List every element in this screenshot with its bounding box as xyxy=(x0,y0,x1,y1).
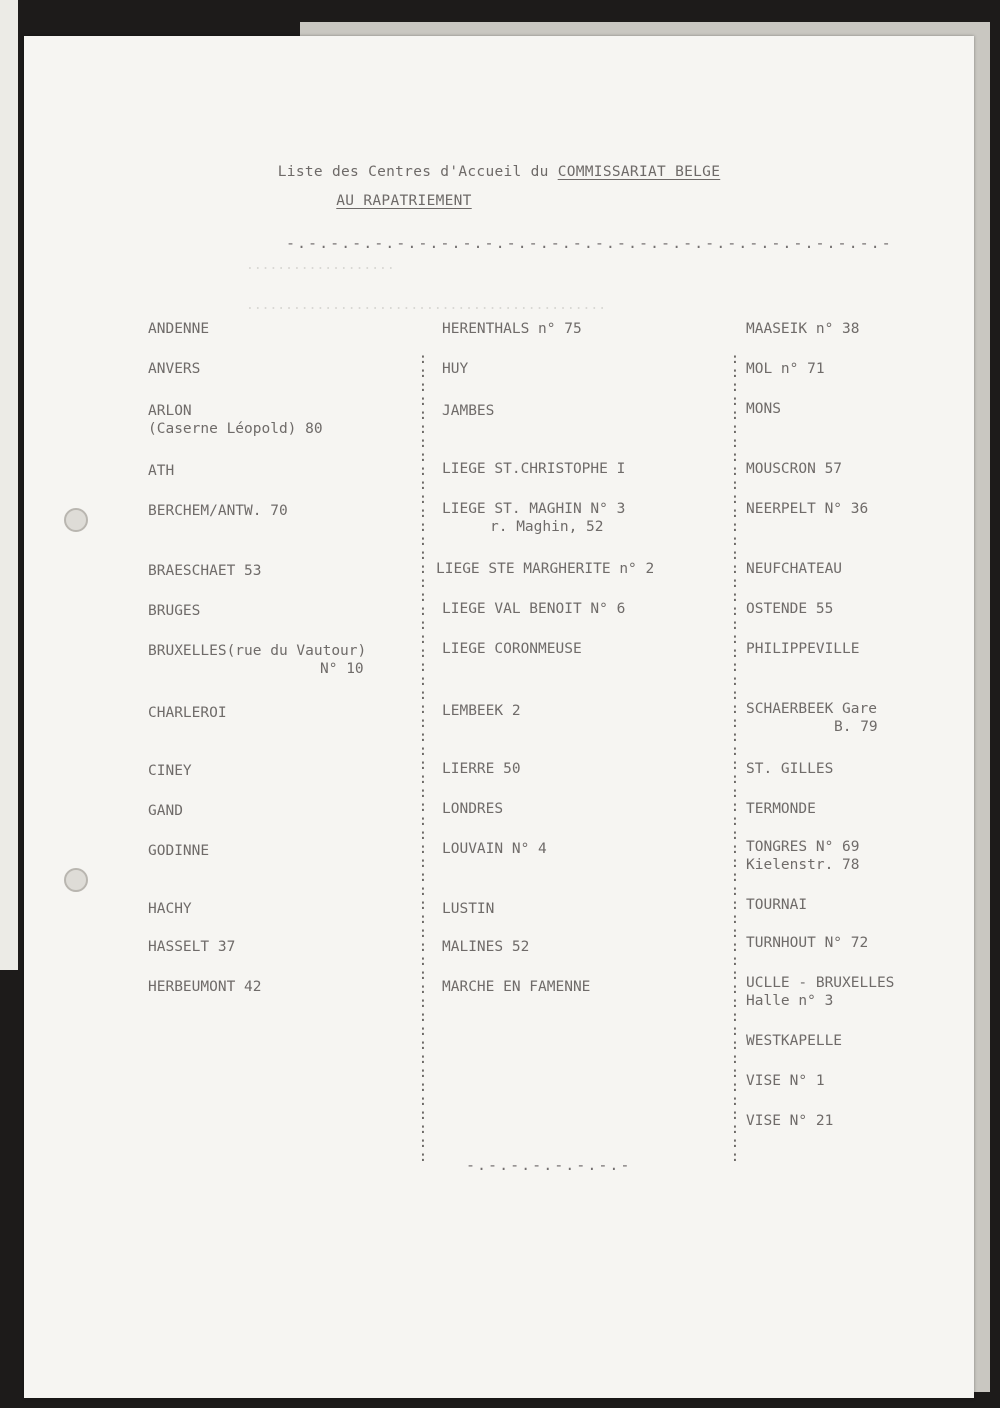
center-entry: JAMBES xyxy=(442,403,495,419)
center-entry: MONS xyxy=(746,401,781,417)
center-entry: TURNHOUT N° 72 xyxy=(746,935,869,951)
center-entry: GODINNE xyxy=(148,843,210,859)
center-entry: PHILIPPEVILLE xyxy=(746,641,860,657)
center-entry: ARLON (Caserne Léopold) 80 xyxy=(148,403,323,437)
center-entry: LIEGE VAL BENOIT N° 6 xyxy=(442,601,626,617)
center-entry: HERENTHALS n° 75 xyxy=(442,321,582,337)
center-entry: VISE N° 21 xyxy=(746,1113,834,1129)
center-entry: LOUVAIN N° 4 xyxy=(442,841,547,857)
center-entry: UCLLE - BRUXELLES Halle n° 3 xyxy=(746,975,895,1009)
center-entry: CINEY xyxy=(148,763,192,779)
center-entry: WESTKAPELLE xyxy=(746,1033,843,1049)
center-entry: HERBEUMONT 42 xyxy=(148,979,262,995)
center-entry: CHARLEROI xyxy=(148,705,227,721)
punch-hole-bottom xyxy=(64,868,88,892)
center-entry: OSTENDE 55 xyxy=(746,601,834,617)
center-entry: BRUXELLES(rue du Vautour) N° 10 xyxy=(148,643,367,677)
divider-top: -.-.-.-.-.-.-.-.-.-.-.-.-.-.-.-.-.-.-.-.-.-.-.-.-.-.-.- xyxy=(286,234,893,252)
center-entry: LIEGE ST.CHRISTOPHE I xyxy=(442,461,626,477)
center-entry: MARCHE EN FAMENNE xyxy=(442,979,591,995)
center-entry: BERCHEM/ANTW. 70 xyxy=(148,503,288,519)
center-entry: VISE N° 1 xyxy=(746,1073,825,1089)
center-entry: MOUSCRON 57 xyxy=(746,461,843,477)
center-entry: MOL n° 71 xyxy=(746,361,825,377)
center-entry: LONDRES xyxy=(442,801,504,817)
divider-end: -.-.-.-.-.-.-.- xyxy=(466,1156,632,1174)
center-entry: MAASEIK n° 38 xyxy=(746,321,860,337)
title-prefix: Liste des Centres d'Accueil du xyxy=(277,164,558,180)
column-separator-1: : : : : : : : : : : : : : : : : : : : : : : : : : : : : : : : : : : : : : : : : : : : : : : : : : : : : : : : : : : xyxy=(418,351,428,1165)
center-entry: ST. GILLES xyxy=(746,761,834,777)
center-entry: BRUGES xyxy=(148,603,201,619)
center-entry: HUY xyxy=(442,361,469,377)
title-line2-text: AU RAPATRIEMENT xyxy=(336,193,472,209)
document-title-line1 xyxy=(24,164,974,180)
show-through-text: .............................................. xyxy=(246,298,607,313)
center-entry: ANDENNE xyxy=(148,321,210,337)
center-entry: GAND xyxy=(148,803,183,819)
center-entry: ANVERS xyxy=(148,361,201,377)
center-entry: BRAESCHAET 53 xyxy=(148,563,262,579)
center-entry: LIEGE STE MARGHERITE n° 2 xyxy=(436,561,655,577)
center-entry: MALINES 52 xyxy=(442,939,530,955)
center-entry: HASSELT 37 xyxy=(148,939,236,955)
center-entry: LIERRE 50 xyxy=(442,761,521,777)
punch-hole-top xyxy=(64,508,88,532)
center-entry: LEMBEEK 2 xyxy=(442,703,521,719)
underlying-sheet xyxy=(0,0,18,970)
center-entry: SCHAERBEEK Gare B. 79 xyxy=(746,701,878,735)
center-entry: TONGRES N° 69 Kielenstr. 78 xyxy=(746,839,860,873)
show-through-text: ................... xyxy=(246,258,395,273)
center-entry: LIEGE CORONMEUSE xyxy=(442,641,582,657)
center-entry: NEERPELT N° 36 xyxy=(746,501,869,517)
document-page xyxy=(24,36,974,1398)
center-entry: LIEGE ST. MAGHIN N° 3 r. Maghin, 52 xyxy=(442,501,626,535)
document-title-line2 xyxy=(0,193,879,209)
center-entry: LUSTIN xyxy=(442,901,495,917)
column-separator-2: : : : : : : : : : : : : : : : : : : : : : : : : : : : : : : : : : : : : : : : : : : : : : : : : : : : : : : : : : : xyxy=(730,351,740,1165)
center-entry: NEUFCHATEAU xyxy=(746,561,843,577)
center-entry: ATH xyxy=(148,463,175,479)
center-entry: HACHY xyxy=(148,901,192,917)
center-entry: TOURNAI xyxy=(746,897,808,913)
center-entry: TERMONDE xyxy=(746,801,816,817)
title-underlined: COMMISSARIAT BELGE xyxy=(557,164,721,180)
